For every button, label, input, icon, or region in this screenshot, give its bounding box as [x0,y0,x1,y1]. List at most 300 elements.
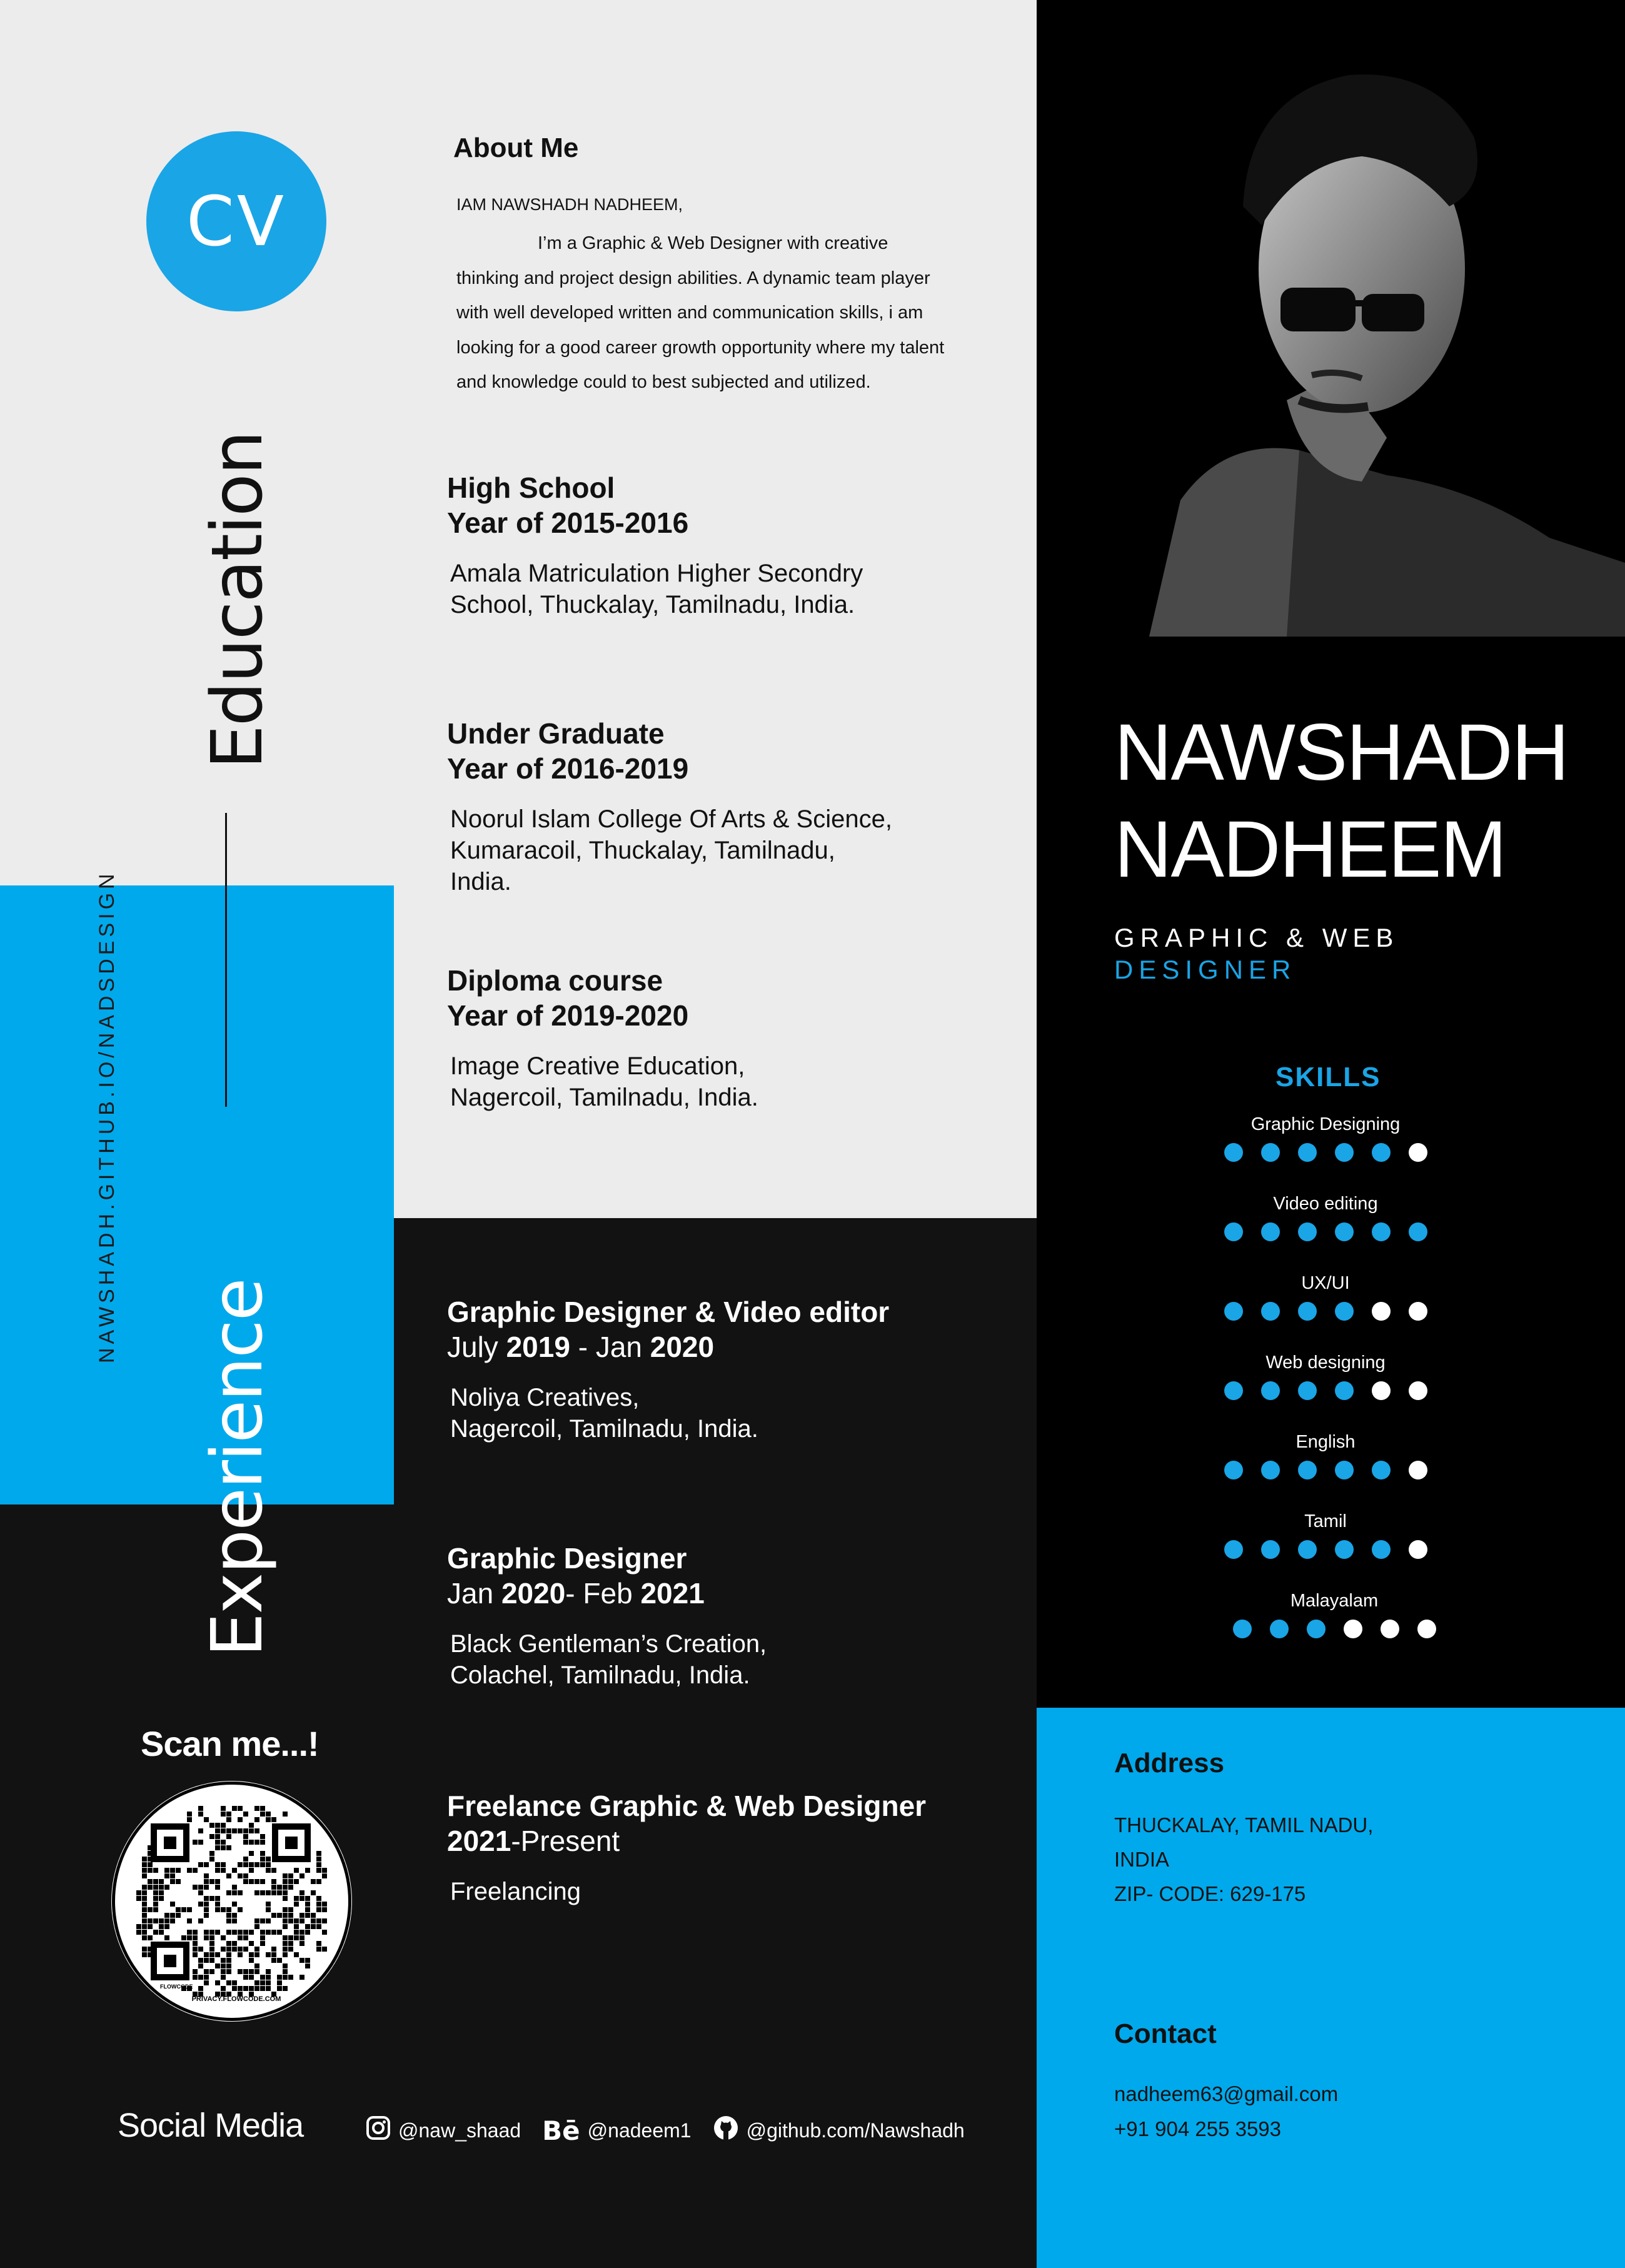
qr-module [322,1947,327,1952]
qr-module [316,1924,321,1929]
skill-dot [1298,1540,1317,1559]
qr-module [142,1857,147,1862]
education-detail-line: Amala Matriculation Higher Secondry [450,560,863,587]
qr-module [153,1930,158,1935]
qr-module [198,1812,203,1817]
qr-module [249,1868,254,1873]
qr-module [243,1812,248,1817]
qr-module [299,1896,304,1901]
qr-module [283,1918,288,1923]
qr-module [266,1868,271,1873]
experience-detail-line: Colachel, Tamilnadu, India. [450,1661,750,1689]
qr-module [142,1913,147,1918]
qr-module [243,1828,248,1833]
qr-module [316,1857,321,1862]
qr-module [193,1885,198,1890]
skill-dot [1409,1302,1427,1321]
education-detail-line: Kumaracoil, Thuckalay, Tamilnadu, [450,837,835,864]
skill-dot [1224,1461,1243,1479]
qr-module [142,1902,147,1907]
qr-module [204,1952,209,1957]
skill-dot [1224,1143,1243,1162]
qr-module [294,1879,299,1884]
qr-module [226,1969,231,1974]
qr-module [215,1902,220,1907]
qr-module [249,1823,254,1828]
qr-module [277,1980,282,1985]
qr-module [254,1890,259,1895]
qr-module [204,1930,209,1935]
qr-module [181,1907,186,1912]
qr-module [226,1913,231,1918]
qr-module [238,1986,243,1991]
qr-module [142,1885,147,1890]
education-detail-line: School, Thuckalay, Tamilnadu, India. [450,591,855,618]
skill-dot [1298,1461,1317,1479]
qr-module [209,1947,214,1952]
qr-module [232,1941,237,1946]
address-line: ZIP- CODE: 629-175 [1114,1882,1306,1905]
qr-module [226,1845,231,1850]
qr-module [283,1935,288,1940]
qr-module [316,1851,321,1856]
qr-module [260,1890,265,1895]
qr-module [249,1986,254,1991]
qr-module [198,1963,203,1968]
qr-module [283,1952,288,1957]
qr-module [260,1980,265,1985]
qr-module [249,1952,254,1957]
qr-module [204,1975,209,1980]
behance-link[interactable] [542,2115,691,2146]
skill-dot [1335,1461,1354,1479]
qr-module [266,1986,271,1991]
qr-module [305,1958,310,1963]
qr-module [260,1935,265,1940]
qr-module [299,1941,304,1946]
qr-module [221,1845,226,1850]
qr-module [164,1924,169,1929]
qr-module [209,1952,214,1957]
qr-module [266,1902,271,1907]
github-icon [713,2115,739,2146]
address-title: Address [1114,1748,1225,1778]
qr-module [226,1907,231,1912]
qr-module [209,1935,214,1940]
qr-module [226,1812,231,1817]
qr-module [316,1941,321,1946]
qr-module [215,1980,220,1985]
qr-module [221,1958,226,1963]
qr-module [204,1958,209,1963]
qr-module [159,1890,164,1895]
skill-dot [1224,1540,1243,1559]
qr-module [271,1879,276,1884]
qr-module [215,1840,220,1845]
qr-module [204,1879,209,1884]
qr-module [260,1918,265,1923]
qr-module [142,1947,147,1952]
first-name: NAWSHADH [1114,708,1568,797]
qr-module [271,1817,276,1822]
qr-module [311,1918,316,1923]
qr-module [226,1834,231,1839]
qr-module [249,1930,254,1935]
qr-module [164,1885,169,1890]
qr-module [209,1930,214,1935]
qr-module [238,1930,243,1935]
qr-module [266,1907,271,1912]
qr-module [266,1975,271,1980]
qr-module [142,1907,147,1912]
skill-dot [1298,1381,1317,1400]
education-detail-line: Nagercoil, Tamilnadu, India. [450,1084,758,1111]
experience-title: Graphic Designer & Video editor [447,1296,890,1328]
qr-module [176,1868,181,1873]
qr-module [288,1947,293,1952]
qr-module [238,1873,243,1878]
qr-module [249,1975,254,1980]
social-links [366,2115,986,2146]
qr-module [221,1862,226,1867]
qr-module [209,1969,214,1974]
qr-module [187,1817,192,1822]
skill-level [1188,1143,1463,1162]
qr-module [221,1812,226,1817]
qr-code[interactable] [111,1781,352,2022]
education-detail-line: India. [450,868,511,895]
qr-module [311,1924,316,1929]
qr-module [299,1975,304,1980]
github-handle: @github.com/Nawshadh [746,2119,965,2142]
qr-module [142,1930,147,1935]
qr-module [148,1862,153,1867]
qr-module [187,1868,192,1873]
qr-module [283,1963,288,1968]
qr-module [277,1913,282,1918]
skill-name: UX/UI [1301,1273,1350,1293]
qr-module [226,1890,231,1895]
qr-module [204,1885,209,1890]
qr-module [159,1885,164,1890]
email-link[interactable]: nadheem63@gmail.com [1114,2082,1339,2105]
section-divider [225,813,227,1107]
qr-module [311,1879,316,1884]
qr-module [232,1902,237,1907]
qr-module [243,1862,248,1867]
address-line: THUCKALAY, TAMIL NADU, [1114,1813,1374,1837]
qr-module [204,1980,209,1985]
qr-module [148,1935,153,1940]
qr-module [204,1896,209,1901]
skill-item [1188,1510,1463,1559]
qr-code-icon [111,1781,352,2022]
qr-module [142,1896,147,1901]
qr-module [277,1930,282,1935]
qr-module [254,1862,259,1867]
about-name-line: IAM NAWSHADH NADHEEM, [456,195,683,214]
qr-module [283,1885,288,1890]
qr-module [260,1812,265,1817]
qr-module [187,1918,192,1923]
skill-name: Malayalam [1290,1591,1379,1611]
qr-module [232,1828,237,1833]
qr-module [283,1975,288,1980]
qr-module [232,1947,237,1952]
qr-module [221,1947,226,1952]
qr-module [221,1806,226,1811]
qr-module [209,1823,214,1828]
qr-module [221,1868,226,1873]
qr-module [148,1868,153,1873]
experience-title: Graphic Designer [447,1542,687,1575]
qr-module [243,1873,248,1878]
qr-module [193,1952,198,1957]
qr-module [215,1879,220,1884]
qr-module [271,1947,276,1952]
education-detail-line: Image Creative Education, [450,1052,745,1080]
qr-module [187,1907,192,1912]
qr-module [249,1851,254,1856]
qr-module [221,1975,226,1980]
experience-title: Freelance Graphic & Web Designer [447,1790,927,1822]
qr-module [232,1986,237,1991]
qr-module [198,1958,203,1963]
qr-module [254,1918,259,1923]
qr-module [232,1885,237,1890]
skill-level [1188,1222,1463,1241]
qr-module [283,1913,288,1918]
qr-module [176,1907,181,1912]
qr-module [153,1896,158,1901]
qr-module [238,1969,243,1974]
experience-entry [447,1294,1022,1444]
qr-module [226,1930,231,1935]
qr-module [254,1969,259,1974]
qr-module [232,1913,237,1918]
qr-module [142,1890,147,1895]
qr-module [226,1918,231,1923]
skill-dot [1233,1620,1252,1638]
qr-module [221,1823,226,1828]
qr-module [283,1879,288,1884]
qr-module [288,1918,293,1923]
qr-module [204,1913,209,1918]
qr-module [198,1806,203,1811]
qr-module [187,1930,192,1935]
phone-link[interactable]: +91 904 255 3593 [1114,2117,1282,2140]
qr-module [283,1924,288,1929]
qr-module [215,1885,220,1890]
skill-dot [1224,1381,1243,1400]
qr-module [322,1930,327,1935]
qr-module [221,1828,226,1833]
education-detail-line: Noorul Islam College Of Arts & Science, [450,805,892,833]
qr-module [153,1918,158,1923]
qr-module [283,1907,288,1912]
profile-photo [1037,0,1625,637]
qr-module [266,1857,271,1862]
qr-module [249,1879,254,1884]
qr-module [215,1862,220,1867]
qr-module [142,1862,147,1867]
qr-module [176,1913,181,1918]
qr-module [316,1862,321,1867]
website-link[interactable]: NAWSHADH.GITHUB.IO/NADSDESIGN [95,870,119,1363]
qr-module [243,1834,248,1839]
qr-module [277,1986,282,1991]
qr-module [322,1873,327,1878]
qr-module [170,1913,175,1918]
qr-module [260,1840,265,1845]
qr-module [148,1924,153,1929]
qr-module [322,1902,327,1907]
qr-module [198,1918,203,1923]
qr-module [226,1941,231,1946]
qr-module [142,1924,147,1929]
qr-module [299,1918,304,1923]
qr-module [254,1828,259,1833]
qr-module [215,1845,220,1850]
qr-module [311,1890,316,1895]
experience-entry [447,1788,1022,1907]
qr-module [294,1924,299,1929]
qr-module [260,1879,265,1884]
qr-module [136,1924,141,1929]
skill-dot [1409,1540,1427,1559]
github-link[interactable] [713,2115,965,2146]
skill-item [1188,1272,1463,1321]
qr-module [288,1913,293,1918]
qr-module [249,1828,254,1833]
skill-item [1188,1351,1463,1400]
qr-module [164,1918,169,1923]
job-title-line-2: DESIGNER [1114,955,1297,984]
qr-brand-text: FLOWCODE [160,1983,193,1990]
skill-name: Web designing [1265,1353,1386,1373]
scan-label: Scan me...! [141,1724,319,1763]
qr-module [277,1890,282,1895]
qr-module [232,1806,237,1811]
qr-module [215,1868,220,1873]
qr-module [243,1840,248,1845]
qr-module [193,1840,198,1845]
qr-module [243,1857,248,1862]
cv-badge: CV [146,131,326,311]
qr-module [209,1879,214,1884]
skill-level [1188,1540,1463,1559]
skill-name: Tamil [1304,1511,1347,1531]
qr-module [215,1828,220,1833]
qr-module [136,1930,141,1935]
qr-module [243,1947,248,1952]
qr-module [283,1812,288,1817]
education-title: Diploma course [447,964,663,997]
skill-name: Video editing [1273,1194,1378,1214]
qr-module [215,1952,220,1957]
qr-module [254,1986,259,1991]
education-year: Year of 2015-2016 [447,507,689,539]
qr-module [221,1986,226,1991]
qr-module [254,1963,259,1968]
behance-handle: @nadeem1 [587,2119,692,2142]
qr-module [305,1913,310,1918]
qr-module [271,1868,276,1873]
qr-module [221,1907,226,1912]
qr-module [198,1828,203,1833]
qr-module [226,1980,231,1985]
qr-module [299,1913,304,1918]
qr-module [288,1935,293,1940]
qr-module [316,1907,321,1912]
qr-module [153,1902,158,1907]
qr-module [226,1873,231,1878]
qr-module [283,1941,288,1946]
education-entry [447,716,1022,897]
qr-module [209,1941,214,1946]
qr-module [198,1890,203,1895]
qr-module [215,1963,220,1968]
instagram-link[interactable] [366,2115,521,2145]
qr-module [209,1851,214,1856]
qr-module [153,1907,158,1912]
qr-module [243,1986,248,1991]
qr-module [148,1879,153,1884]
qr-module [277,1958,282,1963]
qr-module [294,1868,299,1873]
contact-title: Contact [1114,2019,1217,2049]
qr-module [260,1806,265,1811]
qr-module [221,1935,226,1940]
qr-module [260,1930,265,1935]
qr-module [266,1952,271,1957]
qr-module [209,1958,214,1963]
qr-module [254,1806,259,1811]
qr-module [266,1890,271,1895]
skill-dot [1261,1381,1280,1400]
qr-module [226,1947,231,1952]
qr-module [243,1935,248,1940]
about-body: I’m a Graphic & Web Designer with creative thinking and project design abilities. A dynamic team player with well developed written and communication skills, i am looking for a good career growth opportunity where my talent and knowledge could to best subjected and utilized. [456,233,945,392]
qr-module [209,1834,214,1839]
qr-module [288,1907,293,1912]
qr-module [170,1879,175,1884]
qr-module [266,1980,271,1985]
qr-module [193,1935,198,1940]
qr-module [164,1935,169,1940]
qr-module [193,1947,198,1952]
qr-module [232,1868,237,1873]
experience-period: July 2019 - Jan 2020 [447,1331,715,1363]
skill-name: Graphic Designing [1250,1114,1401,1134]
education-entry [447,470,1022,620]
skill-dot [1372,1302,1391,1321]
qr-module [215,1896,220,1901]
social-media-title: Social Media [118,2107,304,2144]
skill-dot [1372,1540,1391,1559]
qr-module [153,1890,158,1895]
qr-module [170,1918,175,1923]
qr-module [198,1885,203,1890]
qr-module [238,1828,243,1833]
qr-module [299,1935,304,1940]
qr-module [193,1969,198,1974]
qr-module [288,1941,293,1946]
qr-module [153,1885,158,1890]
skill-dot [1372,1222,1391,1241]
qr-module [305,1868,310,1873]
qr-module [254,1879,259,1884]
